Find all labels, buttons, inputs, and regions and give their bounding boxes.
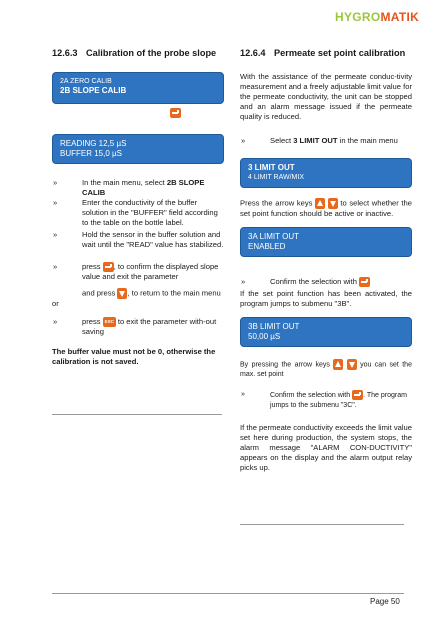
step-enter-buffer: » Enter the conductivity of the buffer solution in the "BUFFER" field according to the table on the bottle label. xyxy=(53,198,218,227)
lcd-line-1: 2A ZERO CALIB xyxy=(60,78,112,85)
lcd-line-2: ENABLED xyxy=(248,242,286,251)
arrow-down-key-icon xyxy=(347,359,357,370)
lcd-line-1: 3B LIMIT OUT xyxy=(248,322,300,331)
lcd-display-enabled xyxy=(240,227,412,257)
lcd-line-1: 3 LIMIT OUT xyxy=(248,163,295,172)
step-select-slope: » In the main menu, select 2B SLOPE CALIB xyxy=(53,178,205,197)
logo-hygro: HYGRO xyxy=(335,10,381,24)
section-heading-12-6-4: 12.6.4 Permeate set point calibration xyxy=(240,48,406,58)
enter-key-icon xyxy=(352,390,363,400)
setpoint-paragraph: By pressing the arrow keys you can set the max. set point xyxy=(240,359,412,380)
step-select-limit-out: » Select 3 LIMIT OUT in the main menu xyxy=(241,136,398,145)
intro-paragraph: With the assistance of the permeate conduc-tivity measurement and a freely adjustable limit value for the permeate conductivity, the unit can be stopped and an alarm message issued if the permeate quality is reduced. xyxy=(240,72,412,121)
right-column-rule xyxy=(240,524,404,525)
step-confirm-slope: » press , to confirm the displayed slope value and exit the parameter and press , to return to the main menu xyxy=(53,262,221,298)
logo-matik: MATIK xyxy=(380,10,420,24)
enter-key-icon xyxy=(170,108,181,118)
lcd-display-limit-out xyxy=(240,158,412,188)
lcd-line-2: 50,00 µS xyxy=(248,332,281,341)
or-text: or xyxy=(52,299,59,308)
right-column xyxy=(240,48,412,473)
lcd-display-reading xyxy=(52,134,224,164)
esc-key-icon: ESC xyxy=(103,317,116,327)
lcd-display-setpoint xyxy=(240,317,412,347)
lcd-line-1: 3A LIMIT OUT xyxy=(248,232,299,241)
logo xyxy=(335,10,419,24)
enter-key-icon xyxy=(103,262,114,272)
lcd-reading: READING 12,5 µS xyxy=(60,139,127,148)
step-escape: » press ESC to exit the parameter with-out saving xyxy=(53,317,217,336)
left-column xyxy=(52,48,224,367)
lcd-line-2: 4 LIMIT RAW/MIX xyxy=(248,174,305,181)
step-confirm-3c: » Confirm the selection with . The program jumps to the submenu "3C". xyxy=(241,391,407,410)
enter-key-icon xyxy=(359,277,370,287)
left-column-rule xyxy=(52,414,222,415)
lcd-buffer: BUFFER 15,0 µS xyxy=(60,149,122,158)
lcd-line-2: 2B SLOPE CALIB xyxy=(60,86,127,95)
arrow-up-key-icon xyxy=(333,359,343,370)
arrow-up-key-icon xyxy=(315,198,325,209)
arrow-keys-paragraph: Press the arrow keys to select whether the set point function should be active or inactive. xyxy=(240,198,412,218)
page-number: Page 50 xyxy=(370,597,400,606)
step-confirm-selection: » Confirm the selection with xyxy=(240,277,412,287)
lcd-display-slope-calib xyxy=(52,72,224,104)
arrow-down-key-icon xyxy=(117,288,127,299)
footer-rule xyxy=(52,593,404,594)
section-heading-12-6-3: 12.6.3 Calibration of the probe slope xyxy=(52,48,217,58)
jump-3b-paragraph: If the set point function has been activated, the program jumps to submenu "3B". xyxy=(240,289,412,308)
arrow-down-key-icon xyxy=(328,198,338,209)
step-hold-sensor: » Hold the sensor in the buffer solution and wait until the "READ" value has stabilized. xyxy=(53,230,224,249)
warning-note: The buffer value must not be 0, otherwise the calibration is not saved. xyxy=(52,347,216,366)
alarm-paragraph: If the permeate conductivity exceeds the limit value set here during production, the system stops, the alarm message "ALARM CON-DUCTIVITY" appears on the display and the alarm output relay picks up. xyxy=(240,423,412,473)
